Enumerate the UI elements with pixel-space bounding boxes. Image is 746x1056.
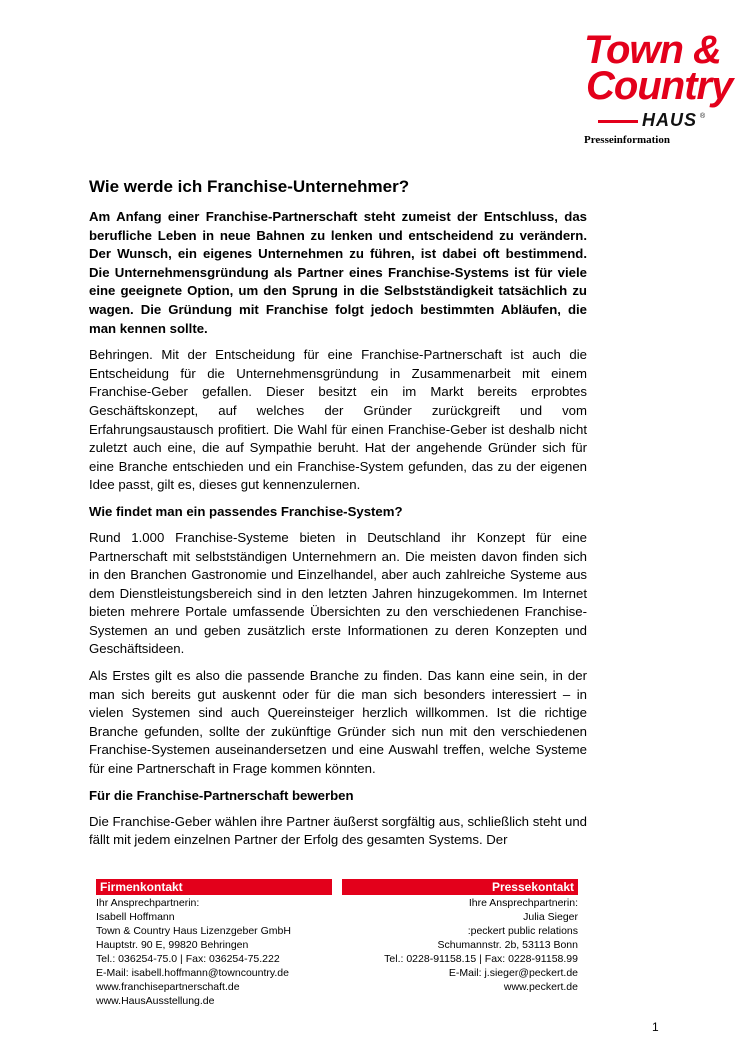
press-contact-line: Julia Sieger bbox=[523, 911, 578, 923]
logo-haus: HAUS bbox=[642, 110, 698, 130]
firm-contact-line: Tel.: 036254-75.0 | Fax: 036254-75.222 bbox=[96, 953, 280, 965]
company-logo bbox=[582, 28, 733, 148]
firm-email[interactable]: E-Mail: isabell.hoffmann@towncountry.de bbox=[96, 967, 289, 979]
article-paragraph-4: Die Franchise-Geber wählen ihre Partner äußerst sorgfältig aus, schließlich steht und fällt mit jedem einzelnen Partner der Erfolg des gesamten Systems. Der bbox=[89, 813, 587, 848]
press-contact bbox=[342, 879, 578, 994]
registered-mark: ® bbox=[700, 113, 706, 120]
firm-website-link[interactable]: www.HausAusstellung.de bbox=[96, 995, 215, 1007]
contact-footer bbox=[96, 879, 578, 1019]
logo-town: Town & bbox=[584, 28, 721, 72]
press-contact-line: Schumannstr. 2b, 53113 Bonn bbox=[437, 939, 578, 951]
article-paragraph-3: Als Erstes gilt es also die passende Branche zu finden. Das kann eine sein, in der man sich bereits gut auskennt oder für die man sich besonders interessiert – in vielen Systemen sind auch Quereinsteiger herzlich willkommen. Ist die richtige Branche gefunden, sollte der zukünftige Gründer sich nun mit den verschiedenen Franchise-Systemen auseinandersetzen und eine Auswahl treffen, welche Systeme für eine Partnerschaft in Frage kommen könnten. bbox=[89, 668, 587, 777]
firm-contact-line: Hauptstr. 90 E, 99820 Behringen bbox=[96, 939, 249, 951]
press-contact-line: :peckert public relations bbox=[467, 925, 578, 937]
firm-contact-header: Firmenkontakt bbox=[96, 879, 332, 895]
page-number: 1 bbox=[652, 1020, 659, 1034]
article-lead: Am Anfang einer Franchise-Partnerschaft steht zumeist der Entschluss, das berufliche Leben in neue Bahnen zu lenken und entscheidend zu verändern. Der Wunsch, ein eigenes Unternehmen zu führen, ist dabei oft bestimmend. Die Unternehmensgründung als Partner eines Franchise-Systems ist für viele eine geeignete Option, um den Sprung in die Selbstständigkeit tatsächlich zu wagen. Die Gründung mit Franchise folgt jedoch bestimmten Abläufen, die man kennen sollte. bbox=[89, 209, 587, 336]
press-email[interactable]: E-Mail: j.sieger@peckert.de bbox=[448, 967, 578, 979]
article-title: Wie werde ich Franchise-Unternehmer? bbox=[89, 177, 410, 196]
press-website-link[interactable]: www.peckert.de bbox=[503, 981, 578, 993]
firm-contact bbox=[96, 879, 332, 1008]
press-contact-line: Tel.: 0228-91158.15 | Fax: 0228-91158.99 bbox=[384, 953, 578, 965]
firm-website-link[interactable]: www.franchisepartnerschaft.de bbox=[96, 981, 240, 993]
document-label: Presseinformation bbox=[584, 134, 670, 146]
article-paragraph-1: Behringen. Mit der Entscheidung für eine Franchise-Partnerschaft ist auch die Entscheidung für die Unternehmensgründung in Zusammenarbeit mit einem Franchise-Geber gefallen. Dieser besitzt ein im Markt bereits erprobtes Geschäftskonzept, auf welches der Gründer zurückgreift und vom Erfahrungsaustausch profitiert. Die Wahl für einen Franchise-Geber ist deshalb nicht zuletzt auch eine, die auf Sympathie beruht. Hat der angehende Gründer sich für eine Branche entschieden und ein Franchise-System gefunden, das zu der eigenen Idee passt, gilt es, dieses gut kennenzulernen. bbox=[89, 347, 587, 493]
logo-country: Country bbox=[586, 64, 733, 108]
press-contact-header: Pressekontakt bbox=[342, 879, 578, 895]
firm-contact-line: Ihr Ansprechpartnerin: bbox=[96, 897, 200, 909]
article-paragraph-2: Rund 1.000 Franchise-Systeme bieten in Deutschland ihr Konzept für eine Partnerschaft mit selbstständigen Unternehmern an. Die meisten davon finden sich in den Branchen Gastronomie und Einzelhandel, aber auch zahlreiche Systeme aus dem Dienstleistungsbereich sind in den letzten Jahren hinzugekommen. Im Internet bieten mehrere Portale umfassende Übersichten zu den verschiedenen Franchise-Systemen an und geben zusätzlich erste Informationen zu deren Konzepten und Geschäftsideen. bbox=[89, 529, 587, 657]
section-heading-2: Für die Franchise-Partnerschaft bewerben bbox=[89, 787, 354, 803]
press-contact-line: Ihre Ansprechpartnerin: bbox=[468, 897, 578, 909]
firm-contact-line: Isabell Hoffmann bbox=[96, 911, 175, 923]
firm-contact-line: Town & Country Haus Lizenzgeber GmbH bbox=[96, 925, 291, 937]
logo-underline bbox=[598, 120, 638, 123]
section-heading-1: Wie findet man ein passendes Franchise-System? bbox=[89, 503, 403, 519]
article bbox=[89, 176, 587, 858]
